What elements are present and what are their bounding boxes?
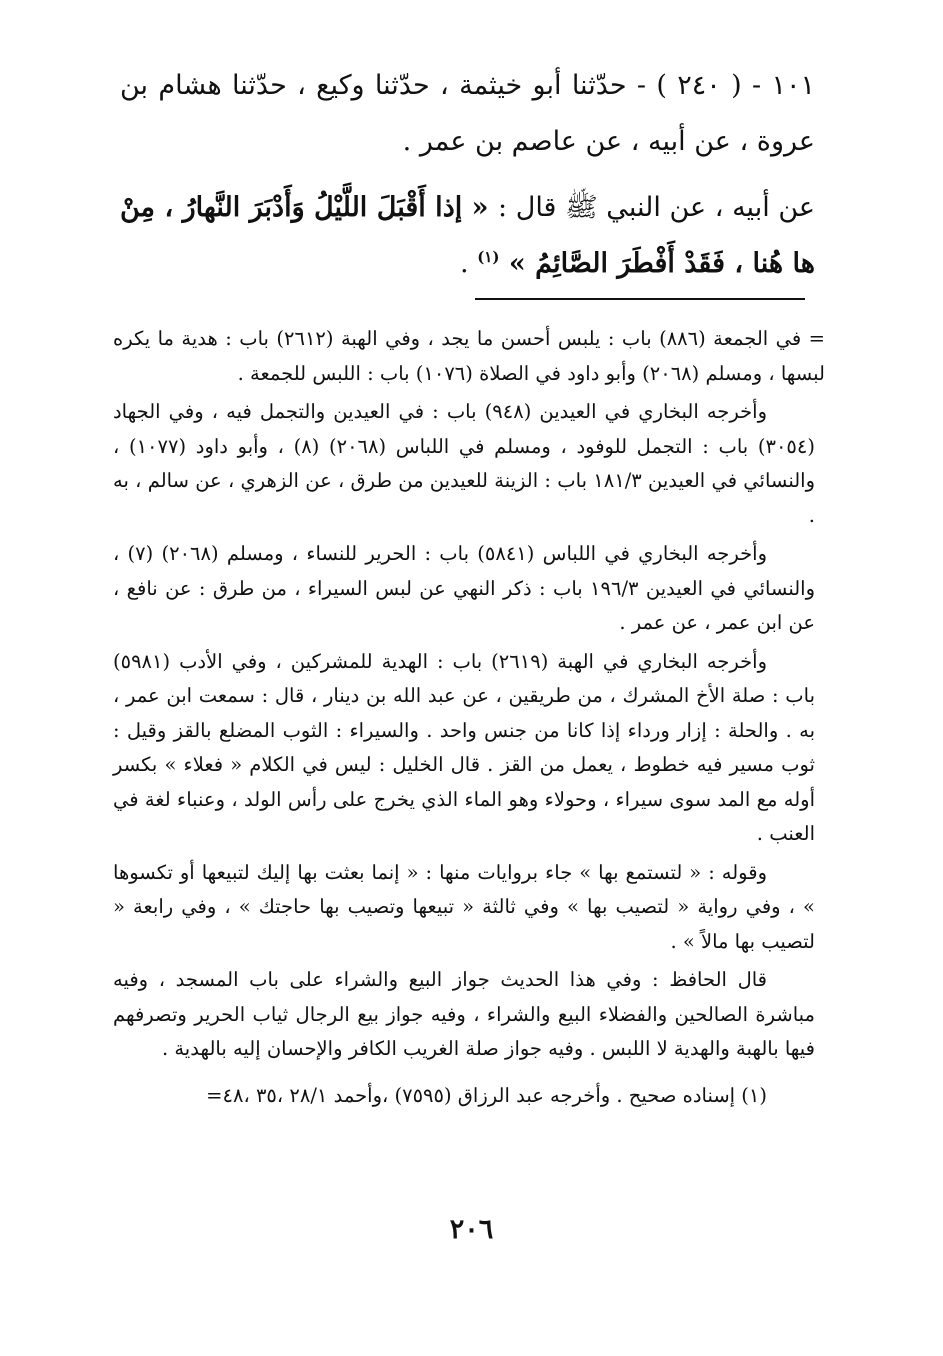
hadith-matn-quote: « إذا أَقْبَلَ اللَّيْلُ وَأَدْبَرَ النَّهارُ ، مِنْ ها هُنا ، فَقَدْ أَفْطَرَ الصَّائِمُ »: [120, 192, 815, 279]
hadith-matn-end: .: [460, 248, 478, 279]
footnote-paragraph: وأخرجه البخاري في اللباس (٥٨٤١) باب : الحرير للنساء ، ومسلم (٢٠٦٨) (٧) ، والنسائي في العيدين ١٩٦/٣ باب : ذكر النهي عن لبس السيراء ، من طرق : عن نافع ، عن ابن عمر ، عن عمر .: [113, 542, 815, 634]
footnote-reference: (١): [477, 248, 500, 266]
footnotes-section: [113, 322, 826, 1113]
hadith-matn-intro: عن أبيه ، عن النبي ﷺ قال :: [497, 192, 816, 223]
footnote-paragraph: وقوله : « لتستمع بها » جاء بروايات منها : « إنما بعثت بها إليك لتبيعها أو تكسوها » ، وفي رواية « لتصيب بها » وفي ثالثة « تبيعها وتصيب بها حاجتك » ، وفي رابعة « لتصيب بها مالاً » .: [113, 860, 815, 953]
hadith-isnad: ١٠١ - ( ٢٤٠ ) - حدّثنا أبو خيثمة ، حدّثنا وكيع ، حدّثنا هشام بن عروة ، عن أبيه ، عن عاصم بن عمر .: [120, 70, 815, 157]
footnote-paragraph: وأخرجه البخاري في العيدين (٩٤٨) باب : في العيدين والتجمل فيه ، وفي الجهاد (٣٠٥٤) باب : التجمل للوفود ، ومسلم في اللباس (٢٠٦٨) (٨) ، وأبو داود (١٠٧٧) ، والنسائي في العيدين ١٨١/٣ باب : الزينة للعيدين من طرق ، عن الزهري ، عن سالم ، به .: [113, 400, 815, 527]
page-number: ٢٠٦: [449, 1214, 494, 1245]
hadith-text: [120, 58, 815, 292]
hadith-matn: [120, 180, 815, 292]
footnote-1: (١) إسناده صحيح . وأخرجه عبد الرزاق (٧٥٩٥) ،وأحمد ٢٨/١ ،٣٥ ،٤٨=: [206, 1083, 767, 1107]
footnote-paragraph: وأخرجه البخاري في الهبة (٢٦١٩) باب : الهدية للمشركين ، وفي الأدب (٥٩٨١) باب : صلة الأخ المشرك ، من طريقين ، عن عبد الله بن دينار ، قال : سمعت ابن عمر ، به . والحلة : إزار ورداء إذا كانا من جنس واحد . والسيراء : الثوب المضلع بالقز وقيل : ثوب مسير فيه خطوط ، يعمل من القز . قال الخليل : ليس في الكلام « فعلاء » بكسر أوله مع المد سوى سيراء ، وحولاء وهو الماء الذي يخرج على رأس الولد ، وعنباء لغة في العنب .: [113, 649, 815, 845]
footnote-separator: [475, 298, 805, 300]
footnote-paragraph: قال الحافظ : وفي هذا الحديث جواز البيع والشراء على باب المسجد ، وفيه مباشرة الصالحين والفضلاء البيع والشراء ، وفيه جواز بيع الرجال ثياب الحرير وتصرفهم فيها بالهبة والهدية لا اللبس . وفيه جواز صلة الغريب الكافر والإحسان إليه بالهدية .: [113, 968, 815, 1060]
footnote-continuation: = في الجمعة (٨٨٦) باب : يلبس أحسن ما يجد ، وفي الهبة (٢٦١٢) باب : هدية ما يكره لبسها ، ومسلم (٢٠٦٨) وأبو داود في الصلاة (١٠٧٦) باب : اللبس للجمعة .: [113, 327, 826, 385]
